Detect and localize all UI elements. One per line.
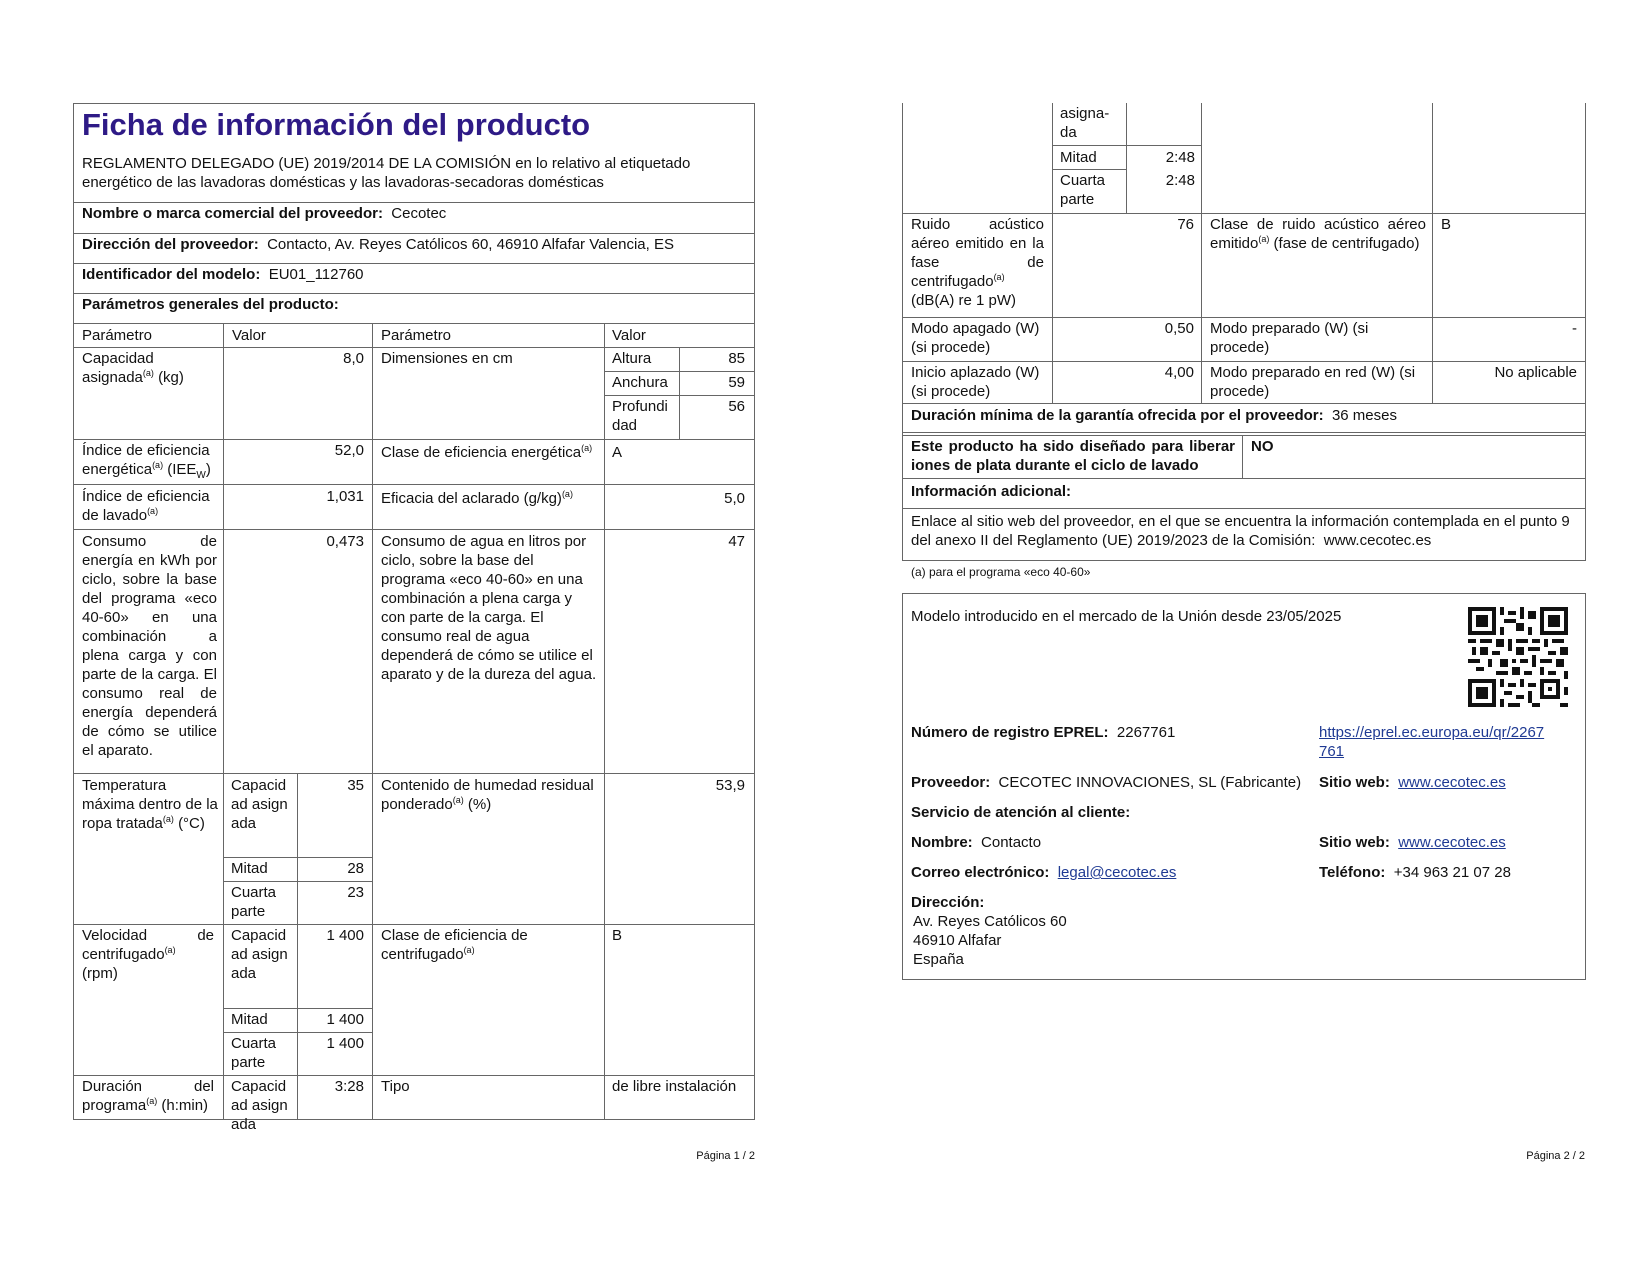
energy-class-label: Clase de eficiencia energética$^{(a)}$ (381, 443, 593, 461)
header-value-2: Valor (612, 327, 646, 344)
divider (73, 439, 755, 440)
additional-text: Enlace al sitio web del proveedor, en el que se encuentra la información contemplada en el punto 9 del anexo II del Reglamento (UE) 2019/2023 de la Comisión: www.cecotec.es (911, 513, 1570, 549)
model-value: EU01_112760 (268, 266, 364, 283)
temp-quarter-label: Cuarta parte (231, 884, 277, 920)
col-line (1201, 103, 1202, 403)
energy-consumption-label: Consumo de energía en kWh por ciclo, sobre la base del programa «eco 40-60» en una combinación a plena carga y con parte de la carga. El consumo real de energía dependerá de cómo se utilice el aparato. (82, 533, 217, 759)
dim-inner-line (679, 347, 680, 439)
divider (73, 924, 755, 925)
supplier-row (82, 204, 446, 223)
width-label: Anchura (612, 374, 668, 391)
type-value: de libre instalación (612, 1078, 737, 1095)
supplier-value: Cecotec (391, 205, 447, 222)
divider (604, 395, 755, 396)
divider (73, 202, 755, 203)
regulation-text: REGLAMENTO DELEGADO (UE) 2019/2014 DE LA COMISIÓN en lo relativo al etiquetado energético de las lavadoras domésticas y las lavadoras-secadoras domésticas (82, 155, 691, 191)
silver-value: NO (1251, 438, 1274, 455)
website-label: Sitio web: (1319, 774, 1390, 791)
market-date: Modelo introducido en el mercado de la Unión desde 23/05/2025 (911, 608, 1342, 625)
energy-class-value: A (612, 444, 623, 461)
contact-name-row (911, 833, 1041, 852)
duration-quarter-value: 2:48 (1165, 172, 1195, 189)
depth-value: 56 (728, 398, 745, 415)
service-website-link[interactable]: www.cecotec.es (1398, 834, 1506, 851)
height-label: Altura (612, 350, 652, 367)
provider-row (911, 773, 1301, 792)
noise-label: Ruido acústico aéreo emitido en la fase de centrifugado$^{(a)}$ (dB(A) re 1 pW) (911, 216, 1044, 309)
divider (73, 347, 755, 348)
duration-half-label: Mitad (1060, 149, 1097, 166)
networked-standby-label: Modo preparado en red (W) (si procede) (1210, 364, 1416, 400)
divider (73, 263, 755, 264)
spin-quarter-value: 1 400 (326, 1035, 364, 1052)
load-sub-line (297, 773, 298, 1120)
direction-line-1: Av. Reyes Católicos 60 (913, 913, 1067, 930)
direction-label: Dirección: (911, 894, 985, 911)
provider-label: Proveedor: (911, 774, 991, 791)
temp-rated-value: 35 (347, 777, 364, 794)
duration-rated-value: 3:28 (334, 1078, 364, 1095)
spin-quarter-label: Cuarta parte (231, 1035, 277, 1071)
divider (902, 317, 1586, 318)
water-consumption-value: 47 (728, 533, 745, 550)
capacity-label: Capacidad asignada$^{(a)}$ (kg) (82, 350, 184, 386)
phone-label: Teléfono: (1319, 864, 1386, 881)
email-label: Correo electrónico: (911, 864, 1050, 881)
noise-value: 76 (1177, 216, 1194, 233)
noise-class-value: B (1441, 216, 1452, 233)
spin-class-label: Clase de eficiencia de centrifugado$^{(a)}$ (381, 927, 528, 963)
provider-website-row (1319, 773, 1506, 792)
water-consumption-label: Consumo de agua en litros por ciclo, sobre la base del programa «eco 40-60» en una combinación a plena carga y con parte de la carga. El consumo real de agua dependerá de cómo se utilice el aparato y de la dureza del agua. (381, 533, 597, 683)
eei-label: Índice de eficiencia energética$^{(a)}$ $(IEE_W)$ (82, 442, 211, 481)
website-label: Sitio web: (1319, 834, 1390, 851)
eei-value: 52,0 (334, 442, 364, 459)
divider (902, 432, 1586, 433)
divider (223, 881, 372, 882)
divider (1052, 145, 1201, 146)
p2-frame-left (902, 103, 903, 561)
email-link[interactable]: legal@cecotec.es (1057, 864, 1177, 881)
duration-rated-label: Capacidad asignada (231, 1078, 288, 1133)
col-line (1052, 103, 1053, 403)
p2-frame-right (1585, 103, 1586, 561)
spin-rated-value: 1 400 (326, 927, 364, 944)
eprel-row (911, 723, 1175, 742)
temp-quarter-value: 23 (347, 884, 364, 901)
divider (73, 484, 755, 485)
qr-code-icon (1468, 607, 1568, 707)
contact-name-label: Nombre: (911, 834, 973, 851)
general-params-heading: Parámetros generales del producto: (82, 296, 339, 313)
spin-rated-label: Capacidad asignada (231, 927, 288, 982)
phone-value: +34 963 21 07 28 (1393, 864, 1511, 881)
washing-label: Índice de eficiencia de lavado$^{(a)}$ (82, 488, 210, 524)
width-value: 59 (728, 374, 745, 391)
divider (604, 371, 755, 372)
col-line (1432, 103, 1433, 403)
header-param-1: Parámetro (82, 327, 153, 344)
rinsing-label: Eficacia del aclarado $(g/kg)^{(a)}$ (381, 489, 573, 507)
service-website-row (1319, 833, 1506, 852)
col-line (1126, 103, 1127, 214)
col-line (223, 323, 224, 1120)
model-label: Identificador del modelo: (82, 266, 261, 283)
spin-class-value: B (612, 927, 623, 944)
duration-half-value: 2:48 (1165, 149, 1195, 166)
additional-url: www.cecotec.es (1323, 532, 1432, 549)
col-line (372, 323, 373, 1120)
off-mode-value: 0,50 (1164, 320, 1194, 337)
noise-class-label: Clase de ruido acústico aéreo emitido$^{(a)}$ (fase de centrifugado) (1210, 216, 1426, 252)
delay-start-label: Inicio aplazado (W) (si procede) (911, 364, 1040, 400)
height-value: 85 (728, 350, 745, 367)
email-row (911, 863, 1176, 882)
page-title: Ficha de información del producto (82, 107, 591, 142)
divider (902, 361, 1586, 362)
divider (73, 323, 755, 324)
spin-half-value: 1 400 (326, 1011, 364, 1028)
divider (73, 1075, 755, 1076)
silver-label: Este producto ha sido diseñado para liberar iones de plata durante el ciclo de lavado (911, 438, 1235, 474)
divider (223, 1008, 372, 1009)
capacity-value: 8,0 (343, 350, 364, 367)
divider (223, 1032, 372, 1033)
provider-value: CECOTEC INNOVACIONES, SL (Fabricante) (998, 774, 1302, 791)
page-number-2: Página 2 / 2 (1526, 1150, 1585, 1162)
divider (902, 435, 1586, 436)
guarantee-row (911, 406, 1397, 425)
standby-value: - (1572, 320, 1577, 337)
standby-label: Modo preparado (W) (si procede) (1210, 320, 1369, 356)
address-row (82, 235, 674, 254)
eprel-label: Número de registro EPREL: (911, 724, 1109, 741)
divider (902, 403, 1586, 404)
guarantee-label: Duración mínima de la garantía ofrecida por el proveedor: (911, 407, 1324, 424)
provider-website-link[interactable]: www.cecotec.es (1398, 774, 1506, 791)
temp-half-label: Mitad (231, 860, 268, 877)
col-line (604, 323, 605, 1120)
divider (902, 213, 1586, 214)
rinsing-value: 5,0 (724, 490, 745, 507)
footnote: (a) para el programa «eco 40-60» (911, 565, 1091, 579)
eprel-link[interactable]: https://eprel.ec.europa.eu/qr/2267761 (1319, 724, 1545, 760)
spin-speed-label: Velocidad de centrifugado$^{(a)}$ (rpm) (82, 927, 214, 982)
moisture-value: 53,9 (715, 777, 745, 794)
direction-line-2: 46910 Alfafar (913, 932, 1002, 949)
address-value: Contacto, Av. Reyes Católicos 60, 46910 Alfafar Valencia, ES (267, 236, 674, 253)
divider (1052, 169, 1126, 170)
p2-frame-bottom (902, 560, 1586, 561)
divider (902, 478, 1586, 479)
temperature-label: Temperatura máxima dentro de la ropa tratada$^{(a)}$ (°C) (82, 777, 218, 832)
energy-consumption-value: 0,473 (326, 533, 364, 550)
duration-label: Duración del programa$^{(a)}$ (h:min) (82, 1078, 214, 1114)
customer-service-heading: Servicio de atención al cliente: (911, 804, 1131, 821)
divider (73, 293, 755, 294)
networked-standby-value: No aplicable (1494, 364, 1577, 381)
off-mode-label: Modo apagado (W) (si procede) (911, 320, 1040, 356)
divider (902, 508, 1586, 509)
moisture-label: Contenido de humedad residual ponderado$^{(a)}$ (%) (381, 777, 594, 813)
guarantee-value: 36 meses (1331, 407, 1397, 424)
washing-value: 1,031 (326, 488, 364, 505)
type-label: Tipo (381, 1078, 410, 1095)
temp-half-value: 28 (347, 860, 364, 877)
page-number-1: Página 1 / 2 (696, 1150, 755, 1162)
dimensions-label: Dimensiones en cm (381, 350, 513, 367)
model-row (82, 265, 364, 284)
phone-row (1319, 863, 1511, 882)
temp-rated-label: Capacidad asignada (231, 777, 288, 832)
eprel-value: 2267761 (1116, 724, 1176, 741)
depth-label: Profundidad (612, 398, 668, 434)
divider (223, 857, 372, 858)
divider (73, 529, 755, 530)
contact-name-value: Contacto (981, 834, 1042, 851)
address-label: Dirección del proveedor: (82, 236, 259, 253)
duration-rated-label-cont: asigna- da (1060, 105, 1110, 141)
supplier-label: Nombre o marca comercial del proveedor: (82, 205, 383, 222)
spin-half-label: Mitad (231, 1011, 268, 1028)
col-line (1242, 435, 1243, 478)
header-param-2: Parámetro (381, 327, 452, 344)
header-value-1: Valor (232, 327, 266, 344)
divider (73, 233, 755, 234)
duration-quarter-label: Cuarta parte (1060, 172, 1106, 208)
divider (73, 773, 755, 774)
additional-heading: Información adicional: (911, 483, 1072, 500)
delay-start-value: 4,00 (1164, 364, 1194, 381)
direction-line-3: España (913, 951, 964, 968)
